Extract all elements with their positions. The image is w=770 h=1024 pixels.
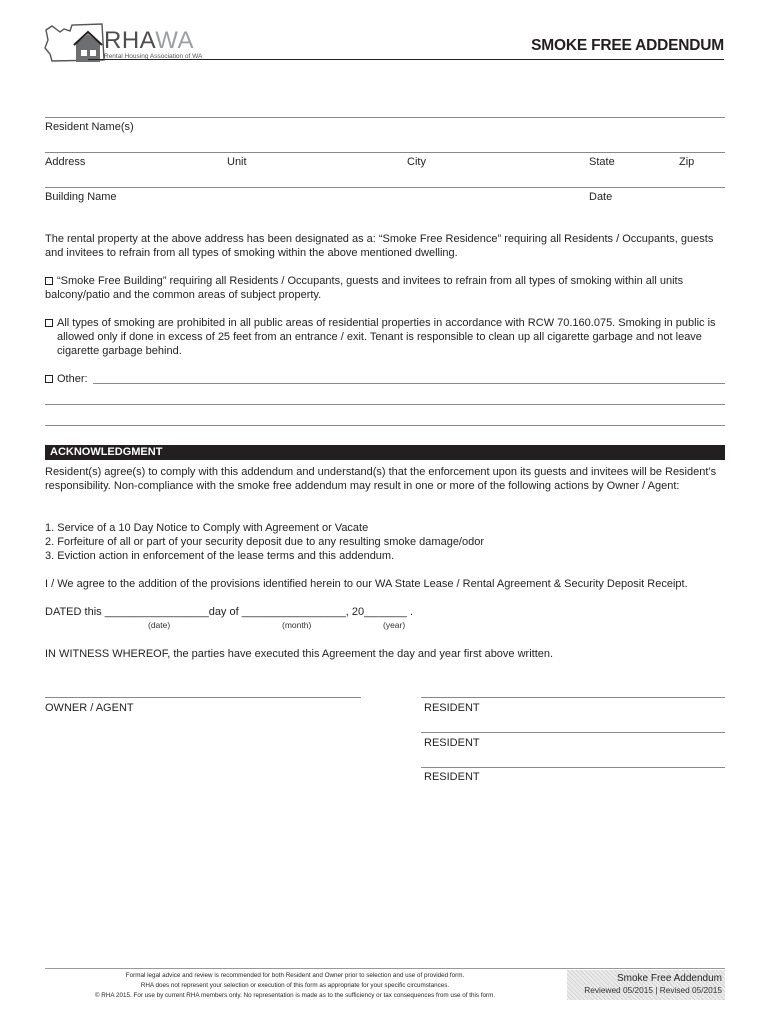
option-other <box>45 372 88 386</box>
year-hint: (year) <box>383 620 406 630</box>
other-line-2[interactable] <box>45 404 725 405</box>
footer-disclaimer <box>45 971 545 1001</box>
month-hint: (month) <box>282 620 312 630</box>
page-title: SMOKE FREE ADDENDUM <box>531 37 724 54</box>
resident-signature-line-2[interactable] <box>421 732 725 733</box>
state-label: State <box>589 156 615 168</box>
other-checkbox[interactable] <box>45 375 53 383</box>
address-line[interactable] <box>45 152 725 153</box>
intro-paragraph: The rental property at the above address has been designated as a: “Smoke Free Residence” requiring all Residents / Occupants, guests and invitees to refrain from all types of smoking within the above mentioned dwelling. <box>45 233 714 260</box>
date-hint: (date) <box>148 620 171 630</box>
acknowledgment-bar <box>45 445 725 460</box>
public-areas-checkbox[interactable] <box>45 319 53 327</box>
footer-rule <box>45 968 725 969</box>
acknowledgment-heading: ACKNOWLEDGMENT <box>50 446 163 458</box>
form-revision: Reviewed 05/2015 | Revised 05/2015 <box>584 985 722 995</box>
other-line-3[interactable] <box>45 425 725 426</box>
logo-accent-text: WA <box>155 27 195 54</box>
action-item-1: 1. Service of a 10 Day Notice to Comply with Agreement or Vacate <box>45 522 369 534</box>
acknowledgment-text: Resident(s) agree(s) to comply with this addendum and understand(s) that the enforcement upon its guests and invitees will be Resident’s responsibility. Non-compliance with the smoke free addendum may result in one or more of the following actions by Owner / Agent: <box>45 466 717 493</box>
address-label: Address <box>45 156 86 168</box>
option-smoke-free-building-text: “Smoke Free Building” requiring all Residents / Occupants, guests and invitees to refrain from all types of smoking within all units balcony/patio and the common areas of subject property. <box>45 275 684 302</box>
witness-statement: IN WITNESS WHEREOF, the parties have executed this Agreement the day and year first above written. <box>45 648 554 660</box>
header-rule <box>88 59 724 60</box>
footer-line-1: Formal legal advice and review is recommended for both Resident and Owner prior to selection and use of provided form. <box>125 972 465 979</box>
owner-agent-label: OWNER / AGENT <box>45 702 134 714</box>
rha-logo <box>42 20 212 68</box>
zip-label: Zip <box>679 156 695 168</box>
form-id-box <box>567 970 725 1000</box>
agreement-statement: I / We agree to the addition of the provisions identified herein to our WA State Lease / Rental Agreement & Security Deposit Receipt. <box>45 578 688 590</box>
resident-signature-line-3[interactable] <box>421 767 725 768</box>
city-label: City <box>407 156 426 168</box>
action-item-3: 3. Eviction action in enforcement of the lease terms and this addendum. <box>45 550 395 562</box>
option-public-areas-text: All types of smoking are prohibited in all public areas of residential properties in accordance with RCW 70.160.075. Smoking in public is allowed only if done in excess of 25 feet from an entrance / exit. Tenant is responsible to clean up all cigarette garbage and not leave cigarette garbage behind. <box>57 317 716 358</box>
resident-label-3: RESIDENT <box>424 771 480 783</box>
building-name-label: Building Name <box>45 191 117 203</box>
other-line-1[interactable] <box>93 383 725 384</box>
washington-state-icon <box>42 20 110 68</box>
option-public-areas <box>45 316 741 359</box>
resident-signature-line-1[interactable] <box>421 697 725 698</box>
footer-line-3: © RHA 2015. For use by current RHA members only. No representation is made as to the sufficiency or tax consequences from use of this form. <box>94 992 496 999</box>
option-smoke-free-building <box>45 274 729 302</box>
unit-label: Unit <box>227 156 247 168</box>
date-label: Date <box>589 191 613 203</box>
resident-label-1: RESIDENT <box>424 702 480 714</box>
smoke-free-building-checkbox[interactable] <box>45 277 53 285</box>
logo-main-text: RHA <box>104 27 156 54</box>
resident-names-line[interactable] <box>45 117 725 118</box>
logo-subtitle: Rental Housing Association of WA <box>104 53 203 60</box>
resident-names-label: Resident Name(s) <box>45 121 134 133</box>
action-item-2: 2. Forfeiture of all or part of your security deposit due to any resulting smoke damage/odor <box>45 536 485 548</box>
building-name-line[interactable] <box>45 187 725 188</box>
option-other-label: Other: <box>57 373 88 385</box>
dated-line[interactable]: DATED this _________________day of _________________, 20_______ . <box>45 606 414 618</box>
owner-signature-line[interactable] <box>45 697 361 698</box>
footer-line-2: RHA does not represent your selection or execution of this form as appropriate for your specific circumstances. <box>140 982 450 989</box>
resident-label-2: RESIDENT <box>424 737 480 749</box>
form-name: Smoke Free Addendum <box>616 973 722 984</box>
